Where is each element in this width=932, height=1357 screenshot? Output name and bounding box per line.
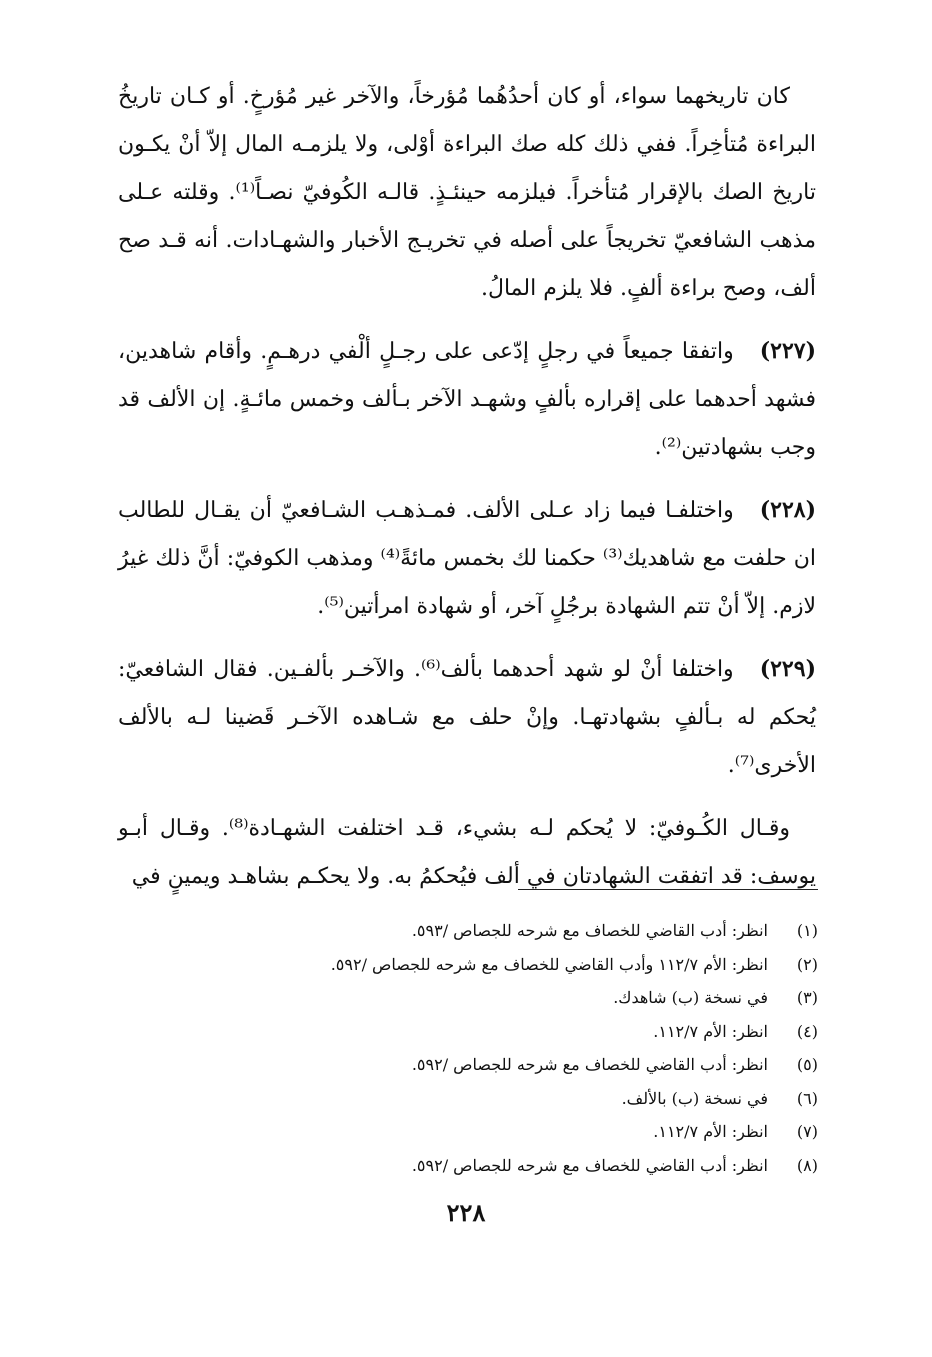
footnote-2 bbox=[178, 948, 818, 982]
footnote-7 bbox=[178, 1115, 818, 1149]
paragraph-text: كان تاريخهما سواء، أو كان أحدُهُما مُؤرخاً، والآخر غير مُؤرخٍ. أو كـان تاريخُ البراءة مُتأخِراً. ففي ذلك كله صك البراءة أوْلى، ولا يلزمـه المال إلاّ أنْ يكـون تاريخ الصك بالإقرار مُتأخراً. فيلزمه حينئـذٍ. قالـه الكُوفيّ نصـاً⁽¹⁾. وقلته عـلى مذهب الشافعيّ تخريجاً على أصله في تخريـج الأخبار والشهـادات. أنه قـد صح ألف، وصح براءة ألفٍ. فلا يلزم المالُ. bbox=[118, 84, 816, 301]
footnote-number: (٢) bbox=[796, 954, 818, 974]
footnote-number: (٤) bbox=[796, 1021, 818, 1041]
footnote-number: (٧) bbox=[796, 1122, 818, 1141]
footnote-number: (٥) bbox=[796, 1055, 818, 1074]
paragraph-number: (٢٢٨) bbox=[759, 497, 816, 523]
footnote-number: (١) bbox=[796, 921, 818, 940]
footnote-text: انظر: الأم ١١٢/٧. bbox=[653, 1021, 768, 1041]
paragraph-228 bbox=[118, 486, 816, 631]
footnote-text: انظر: أدب القاضي للخصاف مع شرحه للجصاص /٥٩٢. bbox=[411, 1055, 768, 1074]
footnote-text: انظر: الأم ١١٢/٧ وأدب القاضي للخصاف مع شرحه للجصاص /٥٩٢. bbox=[330, 954, 768, 974]
main-text bbox=[118, 72, 816, 915]
footnote-3 bbox=[178, 981, 818, 1015]
footnote-6 bbox=[178, 1082, 818, 1116]
paragraph-text: واختلفـا فيما زاد عـلى الألف. فمـذهـب الشـافعيّ أن يقـال للطالب ان حلفت مع شاهديك⁽³⁾ حكمنا لك بخمس مائةً⁽⁴⁾ ومذهب الكوفيّ: أنَّ ذلك غيرُ لازم. إلاّ أنْ تتم الشهادة برجُلٍ آخر، أو شهادة امرأتين⁽⁵⁾. bbox=[118, 498, 816, 619]
paragraph-229 bbox=[118, 645, 816, 790]
footnote-text: انظر: أدب القاضي للخصاف مع شرحه للجصاص /٥٩٣. bbox=[411, 921, 768, 940]
paragraph-1 bbox=[118, 72, 816, 313]
footnote-5 bbox=[178, 1048, 818, 1082]
footnote-4 bbox=[178, 1015, 818, 1049]
footnote-number: (٦) bbox=[796, 1088, 818, 1108]
paragraph-5 bbox=[118, 804, 816, 901]
footnote-text: انظر: الأم ١١٢/٧. bbox=[653, 1122, 768, 1141]
footnote-1 bbox=[178, 914, 818, 948]
footnote-number: (٣) bbox=[796, 988, 818, 1007]
footnote-text: انظر: أدب القاضي للخصاف مع شرحه للجصاص /٥٩٢. bbox=[411, 1155, 768, 1175]
footnote-text: في نسخة (ب) بالألف. bbox=[621, 1088, 768, 1108]
paragraph-text: واختلفا أنْ لو شهد أحدهما بألف⁽⁶⁾. والآخـر بألفـين. فقال الشافعيّ: يُحكم له بـألفٍ بشهادتهـا. وإنْ حلف مع شـاهده الآخـر قَضينا لـه بالألف الأخرى⁽⁷⁾. bbox=[118, 657, 816, 778]
footnote-text: في نسخة (ب) شاهدك. bbox=[613, 988, 768, 1007]
paragraph-text: وقـال الكُـوفيّ: لا يُحكم لـه بشيء، قـد اختلفت الشهـادة⁽⁸⁾. وقـال أبـو يوسف: قد اتفقت الشهادتان في ألف فيُحكمُ به. ولا يحكـم بشاهـد ويمينٍ في bbox=[118, 816, 816, 889]
paragraph-227 bbox=[118, 327, 816, 472]
paragraph-text: واتفقا جميعاً في رجلٍ إدّعى على رجـلٍ ألْفي درهـمٍ. وأقام شاهدين، فشهد أحدهما على إقراره بألفٍ وشهـد الآخر بـألف وخمس مائـةٍ. إن الألف قد وجب بشهادتين⁽²⁾. bbox=[118, 339, 816, 460]
footnotes bbox=[178, 914, 818, 1182]
paragraph-number: (٢٢٩) bbox=[759, 656, 816, 682]
page-number: ٢٢٨ bbox=[446, 1198, 486, 1227]
footnote-8 bbox=[178, 1149, 818, 1183]
footnote-number: (٨) bbox=[796, 1155, 818, 1175]
paragraph-number: (٢٢٧) bbox=[759, 338, 816, 364]
footnote-separator bbox=[518, 889, 818, 890]
